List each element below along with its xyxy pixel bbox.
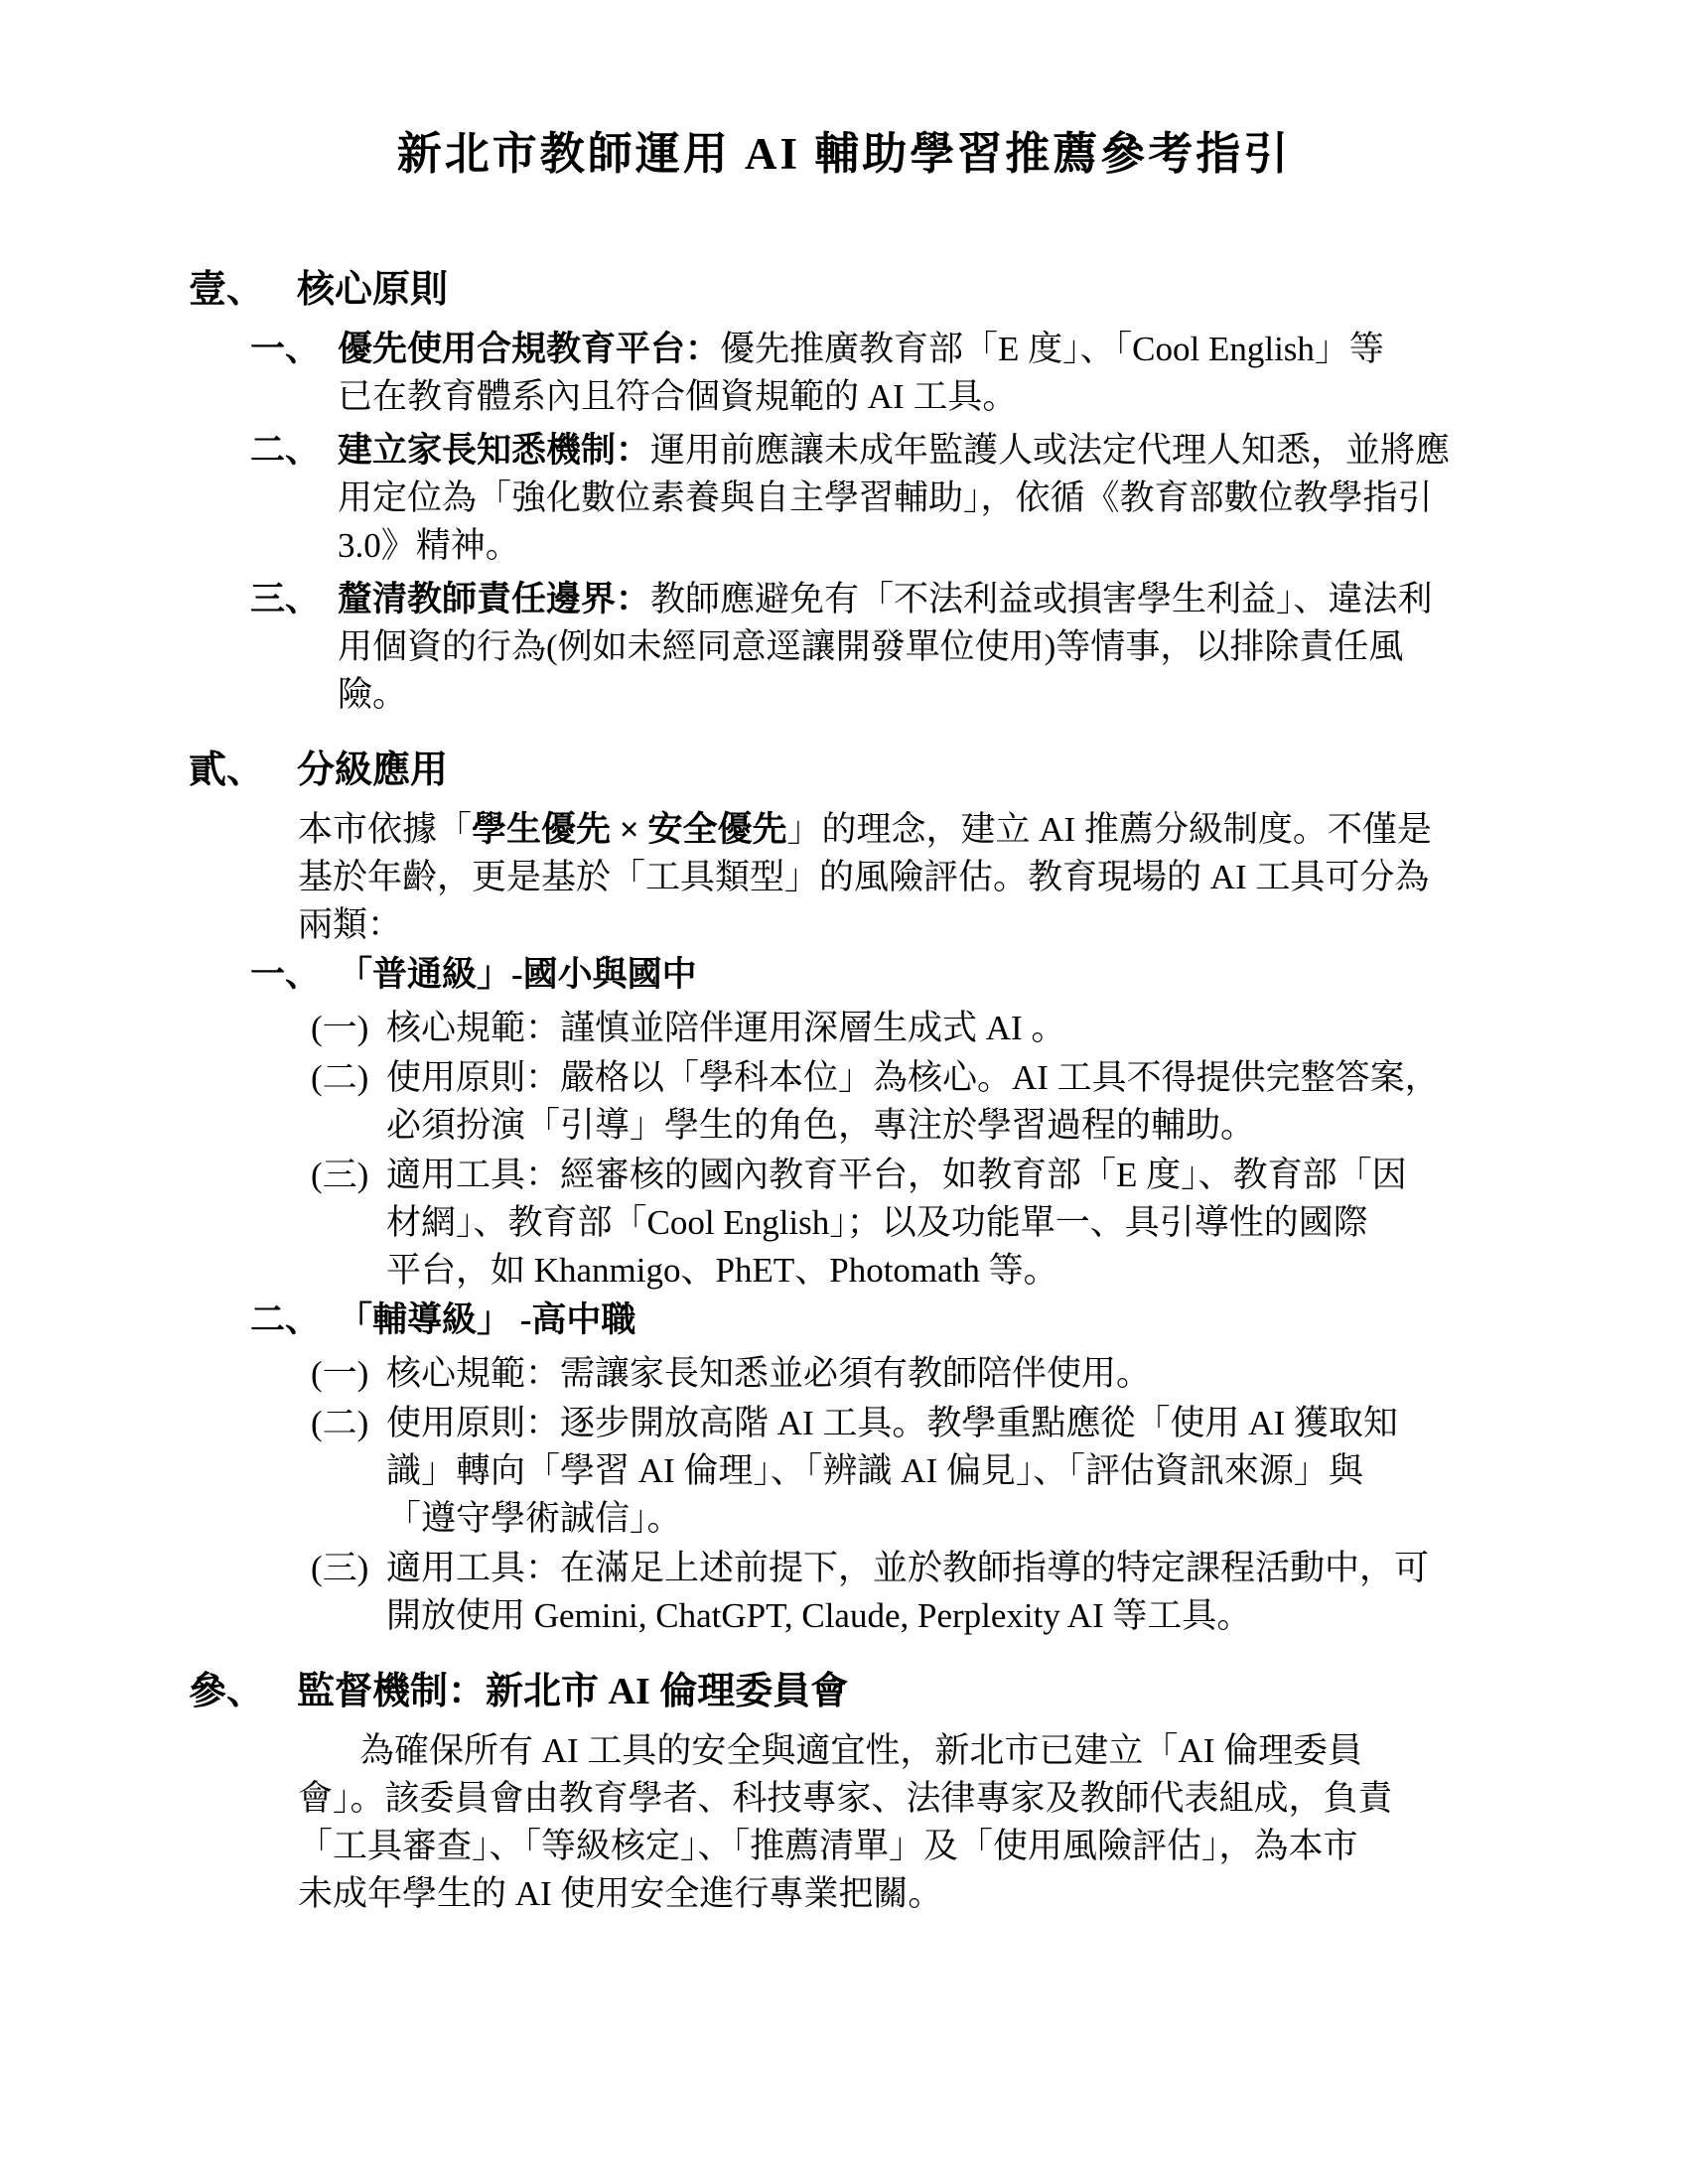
- section-3-heading: [189, 1666, 1648, 1717]
- text-line: 未成年學生的 AI 使用安全進行專業把關。: [298, 1874, 943, 1913]
- sub-item-marker: (一): [311, 1354, 369, 1393]
- level-title: 「普通級」-國小與國中: [338, 955, 697, 994]
- text-line: [338, 326, 1658, 373]
- section-1-marker: 壹、: [189, 269, 265, 311]
- item-marker: 一、: [250, 330, 321, 368]
- section-1-heading: [189, 264, 1648, 316]
- text-line: 已在教育體系內且符合個資規範的 AI 工具。: [338, 377, 1018, 416]
- text-line: [338, 427, 1658, 475]
- text-line: 「遵守學術誠信」。: [386, 1499, 682, 1538]
- text-line: 平台，如 Khanmigo、PhET、Photomath 等。: [386, 1251, 1058, 1290]
- sub-item: [311, 1350, 1668, 1398]
- text-line: 適用工具：在滿足上述前提下，並於教師指導的特定課程活動中，可: [386, 1549, 1430, 1587]
- closing-paragraph: [298, 1727, 1648, 1918]
- item-marker: 二、: [250, 431, 321, 470]
- intro-paragraph: [298, 806, 1648, 949]
- text-line: 險。: [338, 675, 408, 714]
- text-line: [338, 1297, 1658, 1344]
- item-marker: 三、: [250, 580, 321, 618]
- text-line: 使用原則：逐步開放高階 AI 工具。教學重點應從「使用 AI 獲取知: [386, 1404, 1398, 1442]
- sub-item: [311, 1400, 1668, 1543]
- text-line: [338, 951, 1658, 999]
- item-marker: 一、: [250, 955, 321, 994]
- item-lead: 建立家長知悉機制：: [338, 431, 651, 470]
- sub-item-marker: (二): [311, 1404, 369, 1442]
- intro-text: 本市依據「: [298, 810, 473, 849]
- text-line: 基於年齡，更是基於「工具類型」的風險評估。教育現場的 AI 工具可分為: [298, 858, 1430, 896]
- text-line: 開放使用 Gemini, ChatGPT, Claude, Perplexity AI 等工具。: [386, 1596, 1252, 1635]
- text-line: [298, 806, 1648, 854]
- text-line: 3.0》精神。: [338, 526, 520, 565]
- list-item: [250, 1297, 1658, 1344]
- list-item: [250, 326, 1658, 421]
- section-2-title: 分級應用: [297, 750, 449, 791]
- sub-item-marker: (三): [311, 1156, 369, 1194]
- sub-item: [311, 1005, 1668, 1052]
- text-line: 用定位為「強化數位素養與自主學習輔助」，依循《教育部數位教學指引: [338, 478, 1433, 517]
- text-line: 識」轉向「學習 AI 倫理」、「辨識 AI 偏見」、「評估資訊來源」與: [386, 1451, 1363, 1490]
- section-2-marker: 貳、: [189, 750, 265, 791]
- text-line: 用個資的行為(例如未經同意逕讓開發單位使用)等情事，以排除責任風: [338, 627, 1404, 666]
- text-line: 「工具審查」、「等級核定」、「推薦清單」及「使用風險評估」，為本市: [298, 1827, 1358, 1865]
- section-2-heading: [189, 745, 1648, 796]
- text-line: 會」。該委員會由教育學者、科技專家、法律專家及教師代表組成，負責: [298, 1779, 1393, 1818]
- sub-item: [311, 1054, 1668, 1150]
- item-text: 教師應避免有「不法利益或損害學生利益」、違法利: [650, 580, 1433, 618]
- text-line: 兩類：: [298, 905, 403, 944]
- intro-emphasis: 學生優先 × 安全優先: [472, 810, 787, 849]
- list-item: [250, 427, 1658, 570]
- sub-item-marker: (二): [311, 1058, 369, 1097]
- item-lead: 優先使用合規教育平台：: [338, 330, 721, 368]
- text-line: 核心規範：需讓家長知悉並必須有教師陪伴使用。: [386, 1354, 1152, 1393]
- text-line: 使用原則：嚴格以「學科本位」為核心。AI 工具不得提供完整答案，: [386, 1058, 1440, 1097]
- text-line: 適用工具：經審核的國內教育平台，如教育部「E 度」、教育部「因: [386, 1156, 1407, 1194]
- text-line: 材網」、教育部「Cool English」；以及功能單一、具引導性的國際: [386, 1203, 1368, 1242]
- item-text: 優先推廣教育部「E 度」、「Cool English」等: [720, 330, 1384, 368]
- sub-item: [311, 1545, 1668, 1640]
- section-3-marker: 參、: [189, 1671, 265, 1712]
- intro-text: 」的理念，建立 AI 推薦分級制度。不僅是: [786, 810, 1432, 849]
- sub-item-marker: (三): [311, 1549, 369, 1587]
- text-line: 核心規範：謹慎並陪伴運用深層生成式 AI 。: [386, 1009, 1066, 1047]
- list-item: [250, 951, 1658, 999]
- list-item: [250, 576, 1658, 719]
- level-title: 「輔導級」 -高中職: [338, 1300, 636, 1339]
- item-lead: 釐清教師責任邊界：: [338, 580, 651, 618]
- sub-item: [311, 1152, 1668, 1295]
- text-line: [338, 576, 1658, 623]
- text-line: 必須扮演「引導」學生的角色，專注於學習過程的輔助。: [386, 1106, 1256, 1145]
- sub-item-marker: (一): [311, 1009, 369, 1047]
- section-1-title: 核心原則: [297, 269, 449, 311]
- section-3-title: 監督機制：新北市 AI 倫理委員會: [297, 1671, 849, 1712]
- item-text: 運用前應讓未成年監護人或法定代理人知悉，並將應: [650, 431, 1451, 470]
- text-line: 為確保所有 AI 工具的安全與適宜性，新北市已建立「AI 倫理委員: [359, 1731, 1363, 1770]
- document-title: 新北市教師運用 AI 輔助學習推薦參考指引: [396, 129, 1292, 179]
- item-marker: 二、: [250, 1300, 321, 1339]
